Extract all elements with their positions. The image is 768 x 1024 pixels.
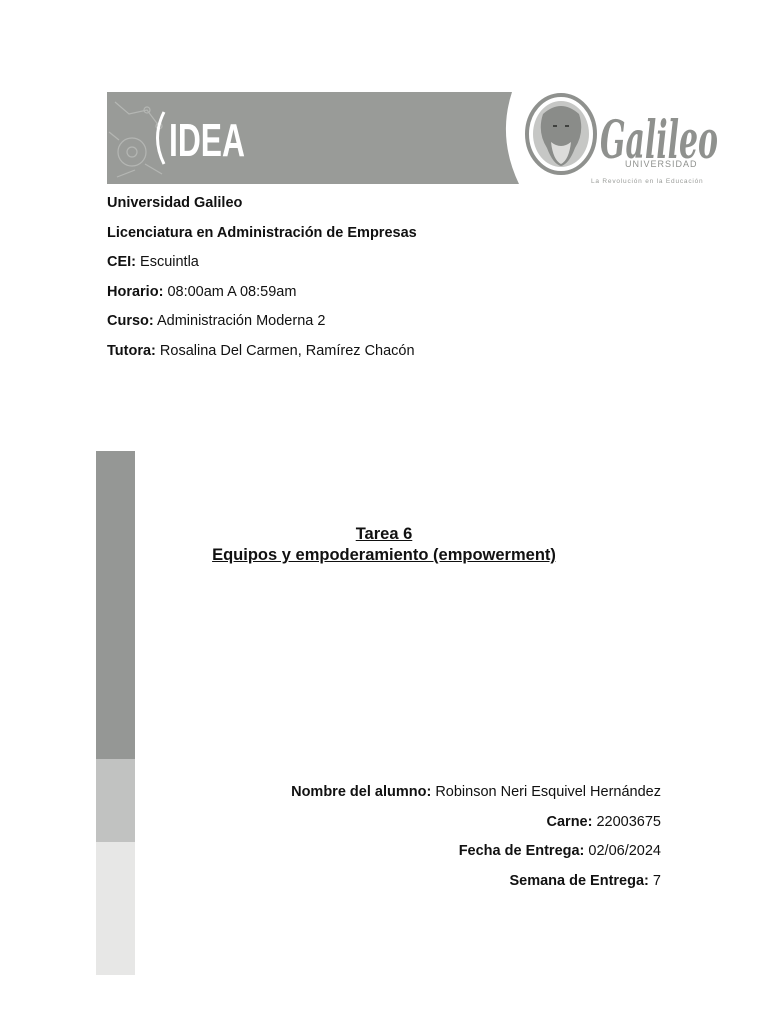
delivery-date-value: 02/06/2024: [588, 843, 661, 860]
assignment-number: Tarea 6: [355, 525, 413, 543]
tutor-label: Tutora:: [107, 342, 156, 359]
header-banner: [107, 92, 727, 184]
schedule-value: 08:00am A 08:59am: [167, 283, 297, 300]
student-id-value: 22003675: [596, 813, 661, 830]
galileo-emblem: [527, 95, 595, 173]
course-value: Administración Moderna 2: [156, 313, 326, 329]
assignment-title-block: [135, 524, 633, 566]
delivery-week-line: [161, 871, 661, 901]
tagline: La Revolución en la Educación: [591, 178, 704, 184]
degree-name: Licenciatura en Administración de Empresas: [107, 224, 417, 241]
idea-logo: IDEA: [169, 114, 245, 166]
sidebar-block-dark: [96, 451, 135, 759]
student-id-line: [161, 812, 661, 842]
student-info: [161, 782, 661, 900]
cei-label: CEI:: [107, 254, 136, 270]
student-name-value: Robinson Neri Esquivel Hernández: [435, 784, 661, 800]
university-name: Universidad Galileo: [107, 195, 243, 211]
delivery-week-label: Semana de Entrega:: [509, 872, 649, 889]
institution-info: [107, 194, 667, 371]
tutor-value: Rosalina Del Carmen, Ramírez Chacón: [159, 342, 415, 359]
course-line: [107, 312, 667, 342]
course-label: Curso:: [107, 313, 154, 329]
student-name-label: Nombre del alumno:: [291, 784, 432, 800]
delivery-week-value: 7: [652, 872, 661, 889]
schedule-label: Horario:: [107, 283, 164, 300]
sidebar-block-light: [96, 842, 135, 975]
galileo-wordmark: Galileo: [600, 110, 718, 171]
tutor-line: [107, 342, 667, 372]
assignment-title: Equipos y empoderamiento (empowerment): [212, 546, 556, 564]
delivery-date-line: [161, 841, 661, 871]
student-id-label: Carne:: [546, 813, 593, 830]
cei-line: [107, 253, 667, 283]
student-name-line: [161, 782, 661, 812]
cei-value: Escuintla: [140, 254, 199, 270]
sidebar-block-mid: [96, 759, 135, 842]
delivery-date-label: Fecha de Entrega:: [458, 843, 585, 860]
schedule-line: [107, 283, 667, 313]
universidad-wordmark: UNIVERSIDAD: [625, 159, 698, 169]
